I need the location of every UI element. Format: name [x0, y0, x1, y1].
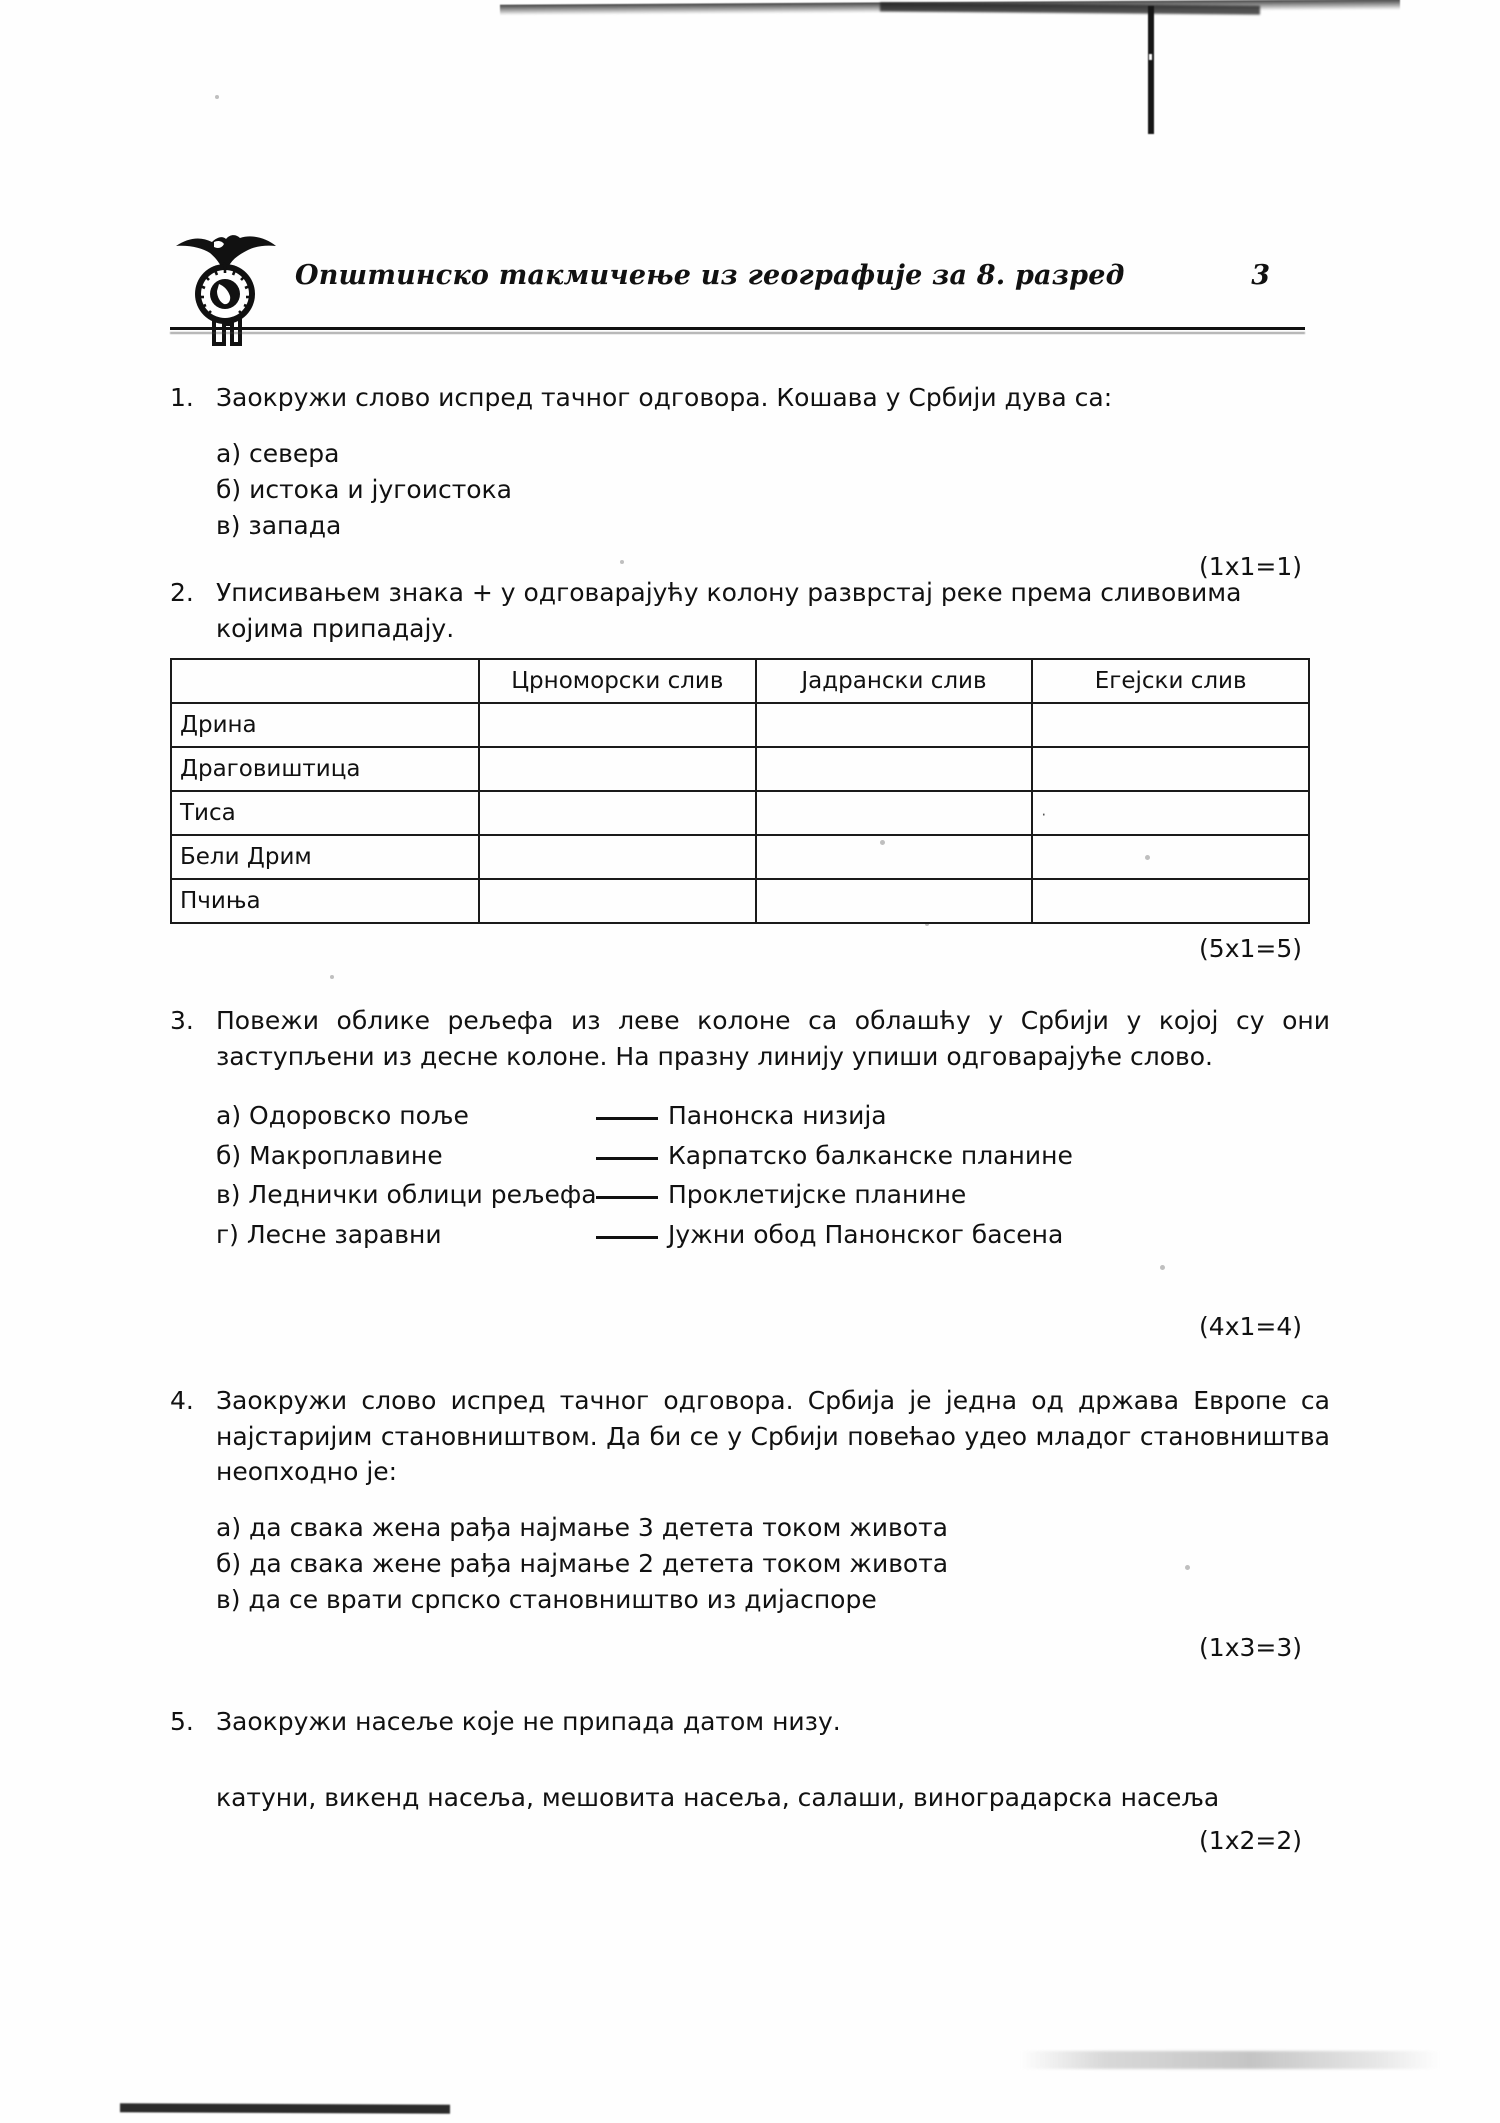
page-number: 3	[1251, 260, 1270, 291]
answer-cell[interactable]	[756, 835, 1033, 879]
scan-artifact-bottom-smudge	[1020, 2051, 1440, 2069]
question-4-score: (1x3=3)	[1199, 1632, 1302, 1662]
answer-cell[interactable]	[1032, 703, 1309, 747]
river-name-cell: Тиса	[171, 791, 479, 835]
question-4-text: Заокружи слово испред тачног одговора. Србија је једна од држава Европе са најстаријим становништвом. Да би се у Србији повећао удео младог становништва неопходно је:	[216, 1386, 1330, 1487]
table-row	[171, 879, 1309, 923]
question-3	[170, 1003, 1330, 1341]
answer-cell[interactable]	[479, 791, 756, 835]
region-item-4	[596, 1215, 1330, 1255]
question-3-score: (4x1=4)	[1199, 1312, 1302, 1342]
answer-cell[interactable]	[756, 703, 1033, 747]
question-5-settlement-list[interactable]: катуни, викенд насеља, мешовита насеља, салаши, виноградарска насеља	[216, 1783, 1220, 1812]
question-2-score: (5x1=5)	[1199, 934, 1302, 964]
table-row	[171, 835, 1309, 879]
relief-form-b: б) Макроплавине	[216, 1140, 443, 1170]
table-header-empty	[171, 659, 479, 703]
river-name-cell: Бели Дрим	[171, 835, 479, 879]
answer-cell[interactable]	[756, 791, 1033, 835]
matching-right-column	[596, 1096, 1330, 1254]
answer-blank-line[interactable]	[596, 1157, 658, 1160]
question-3-text: Повежи облике рељефа из леве колоне са облашћу у Србији у којој су они заступљени из десне колоне. На празну линију упиши одговарајуће слово.	[216, 1006, 1330, 1071]
answer-cell[interactable]	[756, 747, 1033, 791]
river-name-cell: Дрина	[171, 703, 479, 747]
question-1-options	[216, 436, 1330, 545]
question-1-score: (1x1=1)	[1199, 552, 1302, 582]
question-1-number: 1.	[170, 383, 194, 412]
region-label-4: Јужни обод Панонског басена	[668, 1219, 1064, 1249]
question-1-option-b[interactable]: б) истока и југоистока	[216, 474, 512, 504]
question-1-option-c[interactable]: в) запада	[216, 511, 342, 540]
table-header-black-sea: Црноморски слив	[479, 659, 756, 703]
table-row	[171, 791, 1309, 835]
question-3-number: 3.	[170, 1006, 194, 1036]
question-4-number: 4.	[170, 1386, 194, 1416]
matching-left-column	[216, 1096, 596, 1254]
region-item-1	[596, 1096, 1330, 1136]
question-2-text: Уписивањем знака + у одговарајућу колону разврстај реке према сливовима којима припадају.	[216, 578, 1242, 643]
question-2	[170, 575, 1330, 963]
scan-speck	[215, 95, 219, 99]
rivers-basins-table	[170, 658, 1310, 924]
answer-cell[interactable]	[1032, 747, 1309, 791]
region-label-3: Проклетијске планине	[668, 1180, 967, 1210]
stray-dot: ·	[1041, 806, 1047, 825]
answer-blank-line[interactable]	[596, 1196, 658, 1199]
answer-cell[interactable]	[1032, 879, 1309, 923]
question-4-options	[216, 1510, 1330, 1619]
page-header	[170, 210, 1300, 310]
answer-cell[interactable]	[1032, 835, 1309, 879]
question-5-score: (1x2=2)	[1199, 1826, 1302, 1855]
region-item-3	[596, 1175, 1330, 1215]
scan-artifact-bottom-bar	[120, 2103, 450, 2113]
question-1	[170, 380, 1330, 581]
page-title: Општинско такмичење из географије за 8. разред	[295, 260, 1125, 291]
question-5-number: 5.	[170, 1706, 194, 1736]
answer-cell[interactable]	[479, 703, 756, 747]
answer-blank-line[interactable]	[596, 1236, 658, 1239]
region-label-2: Карпатско балканске планине	[668, 1140, 1073, 1170]
table-header-aegean: Егејски слив	[1032, 659, 1309, 703]
region-item-2	[596, 1136, 1330, 1176]
relief-form-a: а) Одоровско поље	[216, 1101, 469, 1131]
answer-cell[interactable]	[756, 879, 1033, 923]
river-name-cell: Драговиштица	[171, 747, 479, 791]
answer-cell[interactable]	[479, 747, 756, 791]
question-1-option-a[interactable]: а) севера	[216, 438, 340, 468]
question-2-number: 2.	[170, 578, 194, 608]
scan-artifact-vertical-line	[1148, 6, 1154, 134]
answer-cell[interactable]	[479, 835, 756, 879]
relief-form-d: г) Лесне заравни	[216, 1219, 442, 1249]
answer-cell[interactable]	[1032, 791, 1309, 835]
question-4-option-c[interactable]: в) да се врати српско становништво из дијаспоре	[216, 1585, 877, 1615]
river-name-cell: Пчиња	[171, 879, 479, 923]
relief-form-c: в) Леднички облици рељефа	[216, 1180, 597, 1210]
question-4	[170, 1383, 1330, 1661]
table-row	[171, 703, 1309, 747]
question-5	[170, 1704, 1330, 1856]
exam-body	[170, 380, 1330, 1855]
table-header-adriatic: Јадрански слив	[756, 659, 1033, 703]
header-divider	[170, 327, 1305, 330]
question-4-option-b[interactable]: б) да свака жене рађа најмање 2 детета током живота	[216, 1549, 949, 1578]
table-row	[171, 747, 1309, 791]
question-1-text: Заокружи слово испред тачног одговора. Кошава у Србији дува са:	[216, 383, 1113, 412]
answer-cell[interactable]	[479, 879, 756, 923]
answer-blank-line[interactable]	[596, 1117, 658, 1120]
question-3-matching	[216, 1096, 1330, 1254]
question-5-text: Заокружи насеље које не припада датом низу.	[216, 1706, 841, 1736]
question-4-option-a[interactable]: а) да свака жена рађа најмање 3 детета током живота	[216, 1512, 948, 1542]
region-label-1: Панонска низија	[668, 1101, 887, 1131]
table-header-row	[171, 659, 1309, 703]
